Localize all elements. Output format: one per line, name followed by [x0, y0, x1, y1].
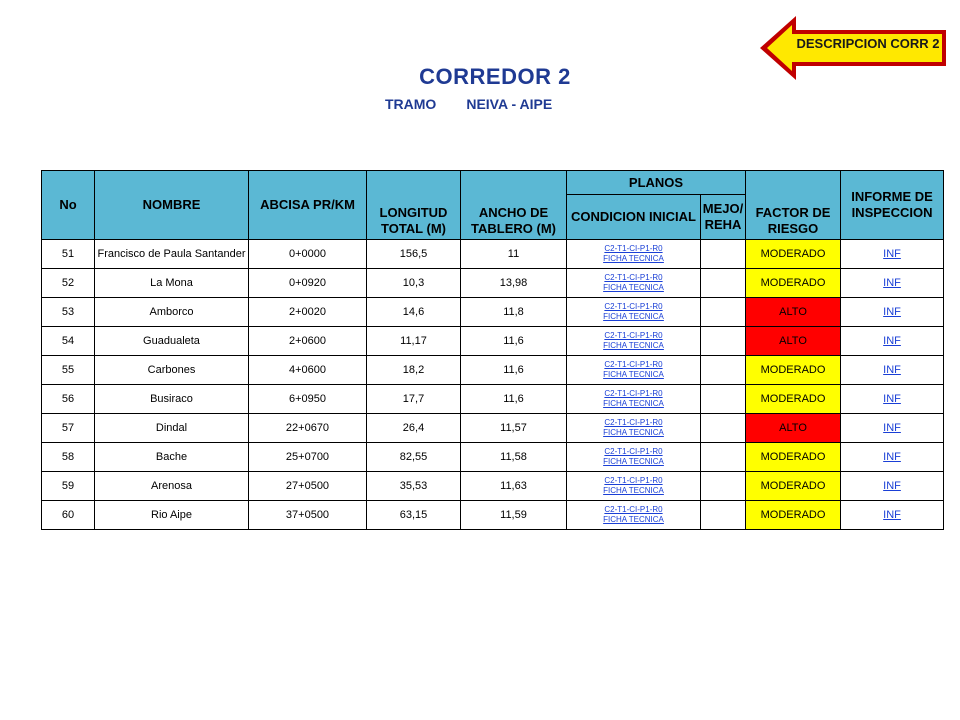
header-condicion: CONDICION INICIAL [567, 195, 701, 240]
table-row [42, 327, 944, 356]
informe-link[interactable]: INF [883, 335, 901, 347]
ficha-tecnica-link[interactable]: FICHA TECNICA [603, 428, 664, 437]
cell-longitud: 26,4 [367, 414, 461, 443]
subtitle-tramo: TRAMO [385, 96, 437, 112]
header-informe: INFORME DE INSPECCION [841, 171, 944, 240]
cell-abcisa: 4+0600 [249, 356, 367, 385]
cell-condicion [567, 240, 701, 269]
cell-longitud: 63,15 [367, 501, 461, 530]
plano-link[interactable]: C2-T1-CI-P1-R0 [604, 418, 663, 427]
cell-longitud: 35,53 [367, 472, 461, 501]
cell-informe [841, 443, 944, 472]
plano-link[interactable]: C2-T1-CI-P1-R0 [604, 360, 663, 369]
header-ancho: ANCHO DE TABLERO (M) [461, 171, 567, 240]
cell-informe [841, 269, 944, 298]
cell-no: 52 [42, 269, 95, 298]
table-row [42, 269, 944, 298]
cell-mejo [701, 472, 746, 501]
ficha-tecnica-link[interactable]: FICHA TECNICA [603, 399, 664, 408]
cell-factor-riesgo: MODERADO [746, 269, 841, 298]
cell-mejo [701, 501, 746, 530]
header-mejo: MEJO/ REHA [701, 195, 746, 240]
cell-longitud: 156,5 [367, 240, 461, 269]
cell-factor-riesgo: MODERADO [746, 443, 841, 472]
plano-link[interactable]: C2-T1-CI-P1-R0 [604, 273, 663, 282]
plano-link[interactable]: C2-T1-CI-P1-R0 [604, 302, 663, 311]
cell-ancho: 11,58 [461, 443, 567, 472]
ficha-tecnica-link[interactable]: FICHA TECNICA [603, 486, 664, 495]
cell-mejo [701, 327, 746, 356]
table-row [42, 472, 944, 501]
cell-factor-riesgo: MODERADO [746, 472, 841, 501]
cell-nombre: Arenosa [95, 472, 249, 501]
informe-link[interactable]: INF [883, 480, 901, 492]
cell-mejo [701, 385, 746, 414]
ficha-tecnica-link[interactable]: FICHA TECNICA [603, 283, 664, 292]
subtitle-route: NEIVA - AIPE [466, 96, 553, 112]
cell-no: 58 [42, 443, 95, 472]
cell-mejo [701, 298, 746, 327]
informe-link[interactable]: INF [883, 306, 901, 318]
ficha-tecnica-link[interactable]: FICHA TECNICA [603, 254, 664, 263]
cell-ancho: 11,63 [461, 472, 567, 501]
cell-nombre: Francisco de Paula Santander [95, 240, 249, 269]
informe-link[interactable]: INF [883, 393, 901, 405]
cell-condicion [567, 298, 701, 327]
cell-informe [841, 414, 944, 443]
cell-condicion [567, 385, 701, 414]
table-row [42, 240, 944, 269]
cell-nombre: Carbones [95, 356, 249, 385]
cell-no: 60 [42, 501, 95, 530]
table-row [42, 356, 944, 385]
bridges-table [41, 170, 944, 530]
table-row [42, 443, 944, 472]
cell-abcisa: 22+0670 [249, 414, 367, 443]
cell-condicion [567, 356, 701, 385]
table-row [42, 385, 944, 414]
cell-factor-riesgo: ALTO [746, 298, 841, 327]
header-abcisa: ABCISA PR/KM [249, 171, 367, 240]
plano-link[interactable]: C2-T1-CI-P1-R0 [604, 505, 663, 514]
plano-link[interactable]: C2-T1-CI-P1-R0 [604, 447, 663, 456]
cell-mejo [701, 356, 746, 385]
cell-factor-riesgo: ALTO [746, 414, 841, 443]
cell-abcisa: 2+0020 [249, 298, 367, 327]
cell-ancho: 11,6 [461, 385, 567, 414]
cell-condicion [567, 472, 701, 501]
cell-nombre: La Mona [95, 269, 249, 298]
cell-abcisa: 37+0500 [249, 501, 367, 530]
cell-informe [841, 298, 944, 327]
cell-informe [841, 327, 944, 356]
page-title: CORREDOR 2 [419, 64, 571, 89]
cell-no: 54 [42, 327, 95, 356]
ficha-tecnica-link[interactable]: FICHA TECNICA [603, 457, 664, 466]
cell-condicion [567, 327, 701, 356]
plano-link[interactable]: C2-T1-CI-P1-R0 [604, 476, 663, 485]
ficha-tecnica-link[interactable]: FICHA TECNICA [603, 515, 664, 524]
cell-no: 53 [42, 298, 95, 327]
informe-link[interactable]: INF [883, 422, 901, 434]
plano-link[interactable]: C2-T1-CI-P1-R0 [604, 331, 663, 340]
cell-longitud: 14,6 [367, 298, 461, 327]
header-no: No [42, 171, 95, 240]
table-row [42, 298, 944, 327]
cell-mejo [701, 269, 746, 298]
cell-condicion [567, 414, 701, 443]
cell-longitud: 11,17 [367, 327, 461, 356]
cell-abcisa: 0+0000 [249, 240, 367, 269]
cell-condicion [567, 269, 701, 298]
cell-condicion [567, 501, 701, 530]
nav-arrow-label: DESCRIPCION CORR 2 [796, 36, 940, 51]
cell-abcisa: 2+0600 [249, 327, 367, 356]
cell-nombre: Rio Aipe [95, 501, 249, 530]
cell-condicion [567, 443, 701, 472]
informe-link[interactable]: INF [883, 248, 901, 260]
cell-nombre: Busiraco [95, 385, 249, 414]
cell-informe [841, 385, 944, 414]
informe-link[interactable]: INF [883, 277, 901, 289]
cell-no: 57 [42, 414, 95, 443]
cell-no: 56 [42, 385, 95, 414]
cell-no: 59 [42, 472, 95, 501]
ficha-tecnica-link[interactable]: FICHA TECNICA [603, 312, 664, 321]
cell-nombre: Bache [95, 443, 249, 472]
informe-link[interactable]: INF [883, 509, 901, 521]
cell-ancho: 11 [461, 240, 567, 269]
plano-link[interactable]: C2-T1-CI-P1-R0 [604, 389, 663, 398]
cell-no: 55 [42, 356, 95, 385]
header-longitud: LONGITUD TOTAL (M) [367, 171, 461, 240]
cell-abcisa: 6+0950 [249, 385, 367, 414]
cell-mejo [701, 240, 746, 269]
cell-ancho: 11,59 [461, 501, 567, 530]
cell-factor-riesgo: MODERADO [746, 356, 841, 385]
cell-ancho: 11,6 [461, 327, 567, 356]
cell-abcisa: 25+0700 [249, 443, 367, 472]
page-subtitle [385, 96, 552, 112]
cell-mejo [701, 414, 746, 443]
cell-ancho: 11,6 [461, 356, 567, 385]
cell-informe [841, 472, 944, 501]
cell-informe [841, 501, 944, 530]
cell-factor-riesgo: MODERADO [746, 501, 841, 530]
cell-ancho: 13,98 [461, 269, 567, 298]
cell-longitud: 17,7 [367, 385, 461, 414]
cell-ancho: 11,8 [461, 298, 567, 327]
cell-factor-riesgo: MODERADO [746, 240, 841, 269]
cell-abcisa: 27+0500 [249, 472, 367, 501]
informe-link[interactable]: INF [883, 451, 901, 463]
table-row [42, 414, 944, 443]
table-row [42, 501, 944, 530]
header-nombre: NOMBRE [95, 171, 249, 240]
plano-link[interactable]: C2-T1-CI-P1-R0 [604, 244, 663, 253]
cell-mejo [701, 443, 746, 472]
cell-factor-riesgo: ALTO [746, 327, 841, 356]
informe-link[interactable]: INF [883, 364, 901, 376]
cell-longitud: 18,2 [367, 356, 461, 385]
cell-longitud: 82,55 [367, 443, 461, 472]
ficha-tecnica-link[interactable]: FICHA TECNICA [603, 341, 664, 350]
cell-informe [841, 240, 944, 269]
cell-nombre: Amborco [95, 298, 249, 327]
cell-nombre: Dindal [95, 414, 249, 443]
cell-nombre: Guadualeta [95, 327, 249, 356]
cell-informe [841, 356, 944, 385]
header-planos: PLANOS [567, 171, 746, 195]
cell-abcisa: 0+0920 [249, 269, 367, 298]
cell-longitud: 10,3 [367, 269, 461, 298]
cell-ancho: 11,57 [461, 414, 567, 443]
cell-factor-riesgo: MODERADO [746, 385, 841, 414]
header-factor: FACTOR DE RIESGO [746, 171, 841, 240]
cell-no: 51 [42, 240, 95, 269]
ficha-tecnica-link[interactable]: FICHA TECNICA [603, 370, 664, 379]
